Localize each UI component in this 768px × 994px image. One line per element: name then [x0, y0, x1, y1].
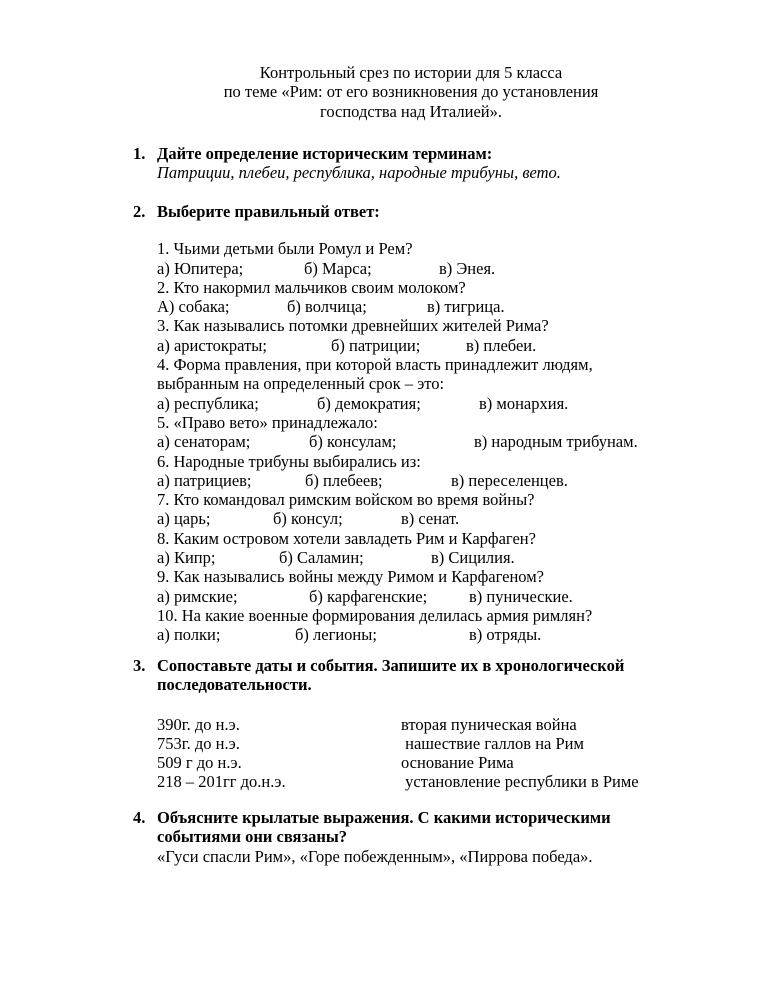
task-3-number: 3. [133, 656, 146, 675]
event: установление республики в Риме [401, 772, 639, 792]
option-b: б) волчица; [287, 297, 367, 317]
date-event-row [157, 734, 693, 753]
task-3-pairs [133, 715, 693, 792]
task-4-heading-line-2: событиями они связаны? [157, 827, 347, 847]
option-a: а) Кипр; [157, 548, 216, 568]
option-c: в) переселенцев. [451, 470, 568, 490]
task-1-heading [133, 144, 693, 163]
task-1 [133, 144, 693, 183]
question-4-options [157, 394, 693, 413]
option-c: в) сенат. [401, 509, 460, 529]
option-b: б) карфагенские; [309, 586, 428, 606]
task-4-heading [133, 808, 693, 847]
option-b: б) консул; [273, 509, 343, 529]
question-4: 4. Форма правления, при которой власть принадлежит людям, [157, 355, 593, 375]
option-a: А) собака; [157, 297, 230, 317]
question-7-options [157, 509, 693, 528]
task-1-number: 1. [133, 144, 146, 163]
task-2-questions [133, 239, 693, 644]
question-6-options [157, 471, 693, 490]
event: нашествие галлов на Рим [401, 733, 584, 753]
option-c: в) монархия. [479, 393, 569, 413]
question-9-options [157, 587, 693, 606]
date-event-row [157, 772, 693, 791]
document-title [0, 63, 768, 121]
event: вторая пуническая война [401, 714, 577, 734]
option-a: а) республика; [157, 393, 259, 413]
task-4-heading-line-1: Объясните крылатые выражения. С какими историческими [157, 808, 611, 827]
title-line-1: Контрольный срез по истории для 5 класса [259, 63, 563, 82]
option-c: в) тигрица. [427, 297, 505, 317]
question-4-cont: выбранным на определенный срок – это: [157, 374, 445, 394]
task-3-heading-line-1: Сопоставьте даты и события. Запишите их в хронологической [157, 656, 625, 675]
option-b: б) консулам; [309, 432, 397, 452]
task-2 [133, 202, 693, 645]
question-10: 10. На какие военные формирования делилась армия римлян? [157, 605, 593, 625]
option-a: а) аристократы; [157, 335, 267, 355]
question-9: 9. Как назывались войны между Римом и Карфагеном? [157, 567, 545, 587]
option-a: а) Юпитера; [157, 258, 244, 278]
question-3-options [157, 336, 693, 355]
question-3: 3. Как назывались потомки древнейших жителей Рима? [157, 316, 549, 336]
date: 218 – 201гг до.н.э. [157, 772, 286, 792]
option-c: в) пунические. [469, 586, 573, 606]
option-c: в) отряды. [469, 625, 542, 645]
title-line-2: по теме «Рим: от его возникновения до установления [223, 82, 599, 102]
option-c: в) плебеи. [466, 335, 537, 355]
option-b: б) Марса; [304, 258, 372, 278]
task-4 [133, 808, 693, 866]
question-1-options [157, 259, 693, 278]
event: основание Рима [401, 753, 514, 773]
option-b: б) демократия; [317, 393, 421, 413]
option-a: а) римские; [157, 586, 238, 606]
question-1: 1. Чьими детьми были Ромул и Рем? [157, 239, 413, 259]
question-7: 7. Кто командовал римским войском во время войны? [157, 490, 535, 510]
question-5-options [157, 432, 693, 451]
date-event-row [157, 753, 693, 772]
task-2-heading [133, 202, 693, 221]
date: 509 г до н.э. [157, 753, 242, 773]
option-b: б) Саламин; [279, 548, 364, 568]
question-6: 6. Народные трибуны выбирались из: [157, 451, 421, 471]
task-2-number: 2. [133, 202, 146, 221]
date: 390г. до н.э. [157, 714, 240, 734]
option-b: б) плебеев; [305, 470, 383, 490]
option-b: б) легионы; [295, 625, 377, 645]
task-3-heading-line-2: последовательности. [157, 675, 312, 695]
task-3-heading [133, 656, 693, 695]
task-2-heading-text: Выберите правильный ответ: [157, 202, 380, 221]
task-4-phrases: «Гуси спасли Рим», «Горе побежденным», «Пиррова победа». [157, 846, 593, 866]
option-b: б) патриции; [331, 335, 421, 355]
task-1-heading-text: Дайте определение историческим терминам: [157, 144, 493, 163]
task-3 [133, 656, 693, 792]
date: 753г. до н.э. [157, 733, 240, 753]
question-10-options [157, 625, 693, 644]
task-1-terms: Патриции, плебеи, республика, народные трибуны, вето. [157, 163, 561, 183]
option-a: а) патрициев; [157, 470, 252, 490]
option-c: в) Энея. [439, 258, 496, 278]
task-4-number: 4. [133, 808, 146, 827]
question-2-options [157, 297, 693, 316]
option-a: а) царь; [157, 509, 211, 529]
option-a: а) сенаторам; [157, 432, 251, 452]
question-8-options [157, 548, 693, 567]
question-5: 5. «Право вето» принадлежало: [157, 412, 378, 432]
option-c: в) Сицилия. [431, 548, 515, 568]
question-2: 2. Кто накормил мальчиков своим молоком? [157, 277, 466, 297]
option-a: а) полки; [157, 625, 221, 645]
date-event-row [157, 715, 693, 734]
title-line-3: господства над Италией». [320, 101, 502, 121]
question-8: 8. Каким островом хотели завладеть Рим и Карфаген? [157, 528, 536, 548]
option-c: в) народным трибунам. [474, 432, 638, 452]
